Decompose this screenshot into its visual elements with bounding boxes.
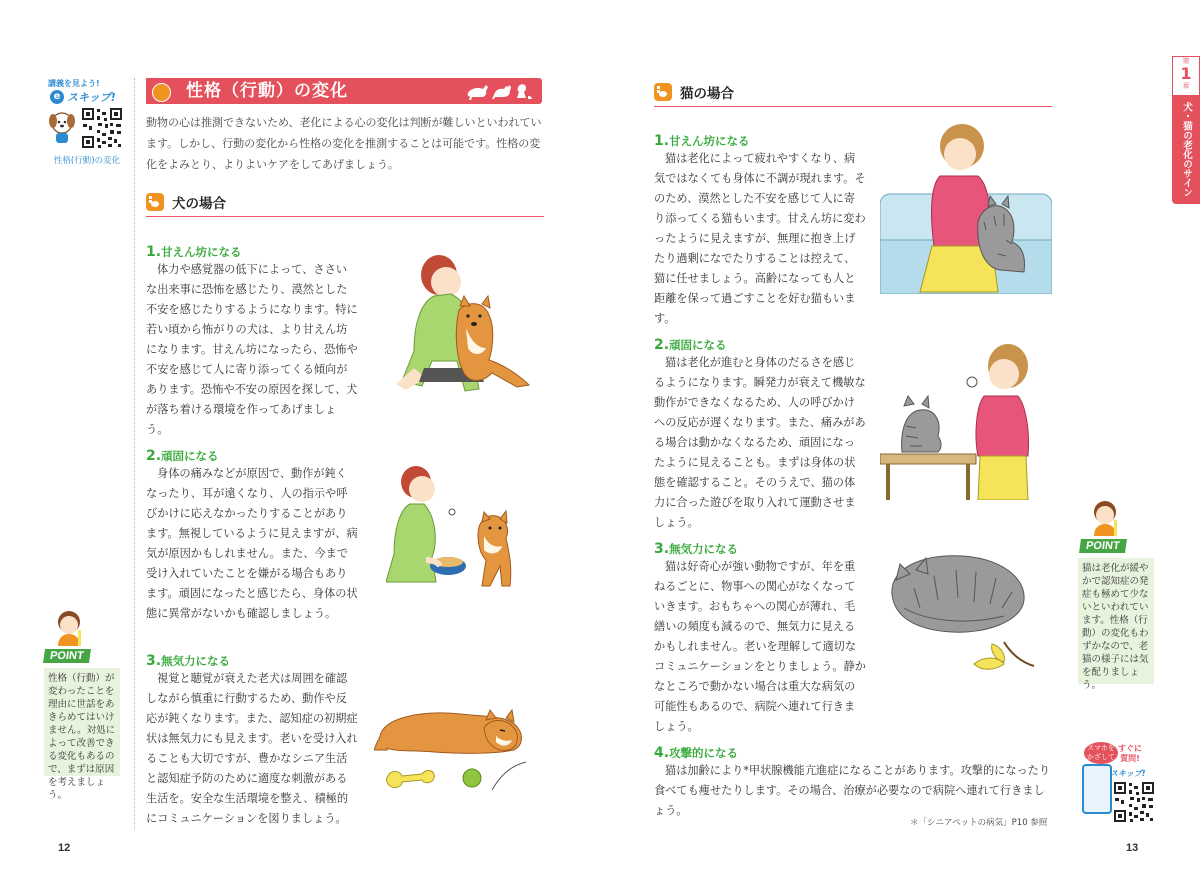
cat-on-table-and-woman-illustration <box>880 336 1052 500</box>
point-mascot-icon <box>52 610 86 650</box>
qr-code[interactable] <box>80 106 124 150</box>
item-number: 2. <box>654 337 670 353</box>
dog-item-2 <box>146 448 358 624</box>
chapter-number: 1 <box>1180 64 1192 83</box>
sumaho-skip: スキップ! <box>1110 769 1146 778</box>
point-mascot-icon <box>1088 500 1122 540</box>
point-label-left: POINT <box>43 649 91 663</box>
item-body: 猫は老化によって疲れやすくなり、病気ではなくても身体に不調が現れます。そのため、漠然とした不安を感じて人に寄り添ってくる猫もいます。甘えん坊に変わったように見えますが、無理に抱き上げたり過剰になでたりすることは控えて、猫に任せましょう。高齢になっても人と距離を保って過ごすことを好む猫もいます。 <box>654 152 866 325</box>
skip-top-label: 講義を見よう! <box>48 79 100 88</box>
item-title: 攻撃的になる <box>669 746 739 760</box>
item-body: 視覚と聴覚が衰えた老犬は周囲を確認しながら慎重に行動するため、動作や反応が鈍くなります。また、認知症の初期症状は無気力にも見えます。老いを受け入れることも大切ですが、豊かなシニア生活と認知症予防のために適度な刺激がある生活を。安全な生活環境を整え、積極的にコミュニケーションを図りましょう。 <box>146 672 358 825</box>
paw-icon <box>146 193 164 211</box>
paw-icon <box>654 83 672 101</box>
item-number: 3. <box>654 541 670 557</box>
phone-icon <box>1082 764 1112 814</box>
skip-tag[interactable] <box>44 78 130 166</box>
curled-cat-and-toy-illustration <box>884 548 1044 698</box>
item-number: 3. <box>146 653 162 669</box>
lying-dog-with-toys-illustration <box>374 700 544 810</box>
cat-item-4 <box>654 745 1054 821</box>
sumaho-line3: すぐに <box>1118 744 1142 753</box>
cat-item-3 <box>654 541 866 737</box>
chapter-tab[interactable] <box>1172 56 1200 204</box>
chapter-unit: 章 <box>1182 82 1190 90</box>
item-title: 無気力になる <box>669 542 739 556</box>
item-title: 無気力になる <box>161 654 231 668</box>
intro-text: 動物の心は推測できないため、老化による心の変化は判断が難しいといわれています。しかし、行動の変化から性格の変化を推測することは可能です。性格の変化をよみとり、よりよいケアをしてあげましょう。 <box>146 116 542 171</box>
item-number: 1. <box>654 133 670 149</box>
cat-item-1 <box>654 133 866 329</box>
skip-label: スキップ! <box>67 91 116 104</box>
item-number: 1. <box>146 244 162 260</box>
point-label-right: POINT <box>1079 539 1127 553</box>
point-box-right: 猫は老化が緩やかで認知症の発症も極めて少ないといわれています。性格（行動）の変化もわずかなので、老猫の様子には気を配りましょう。 <box>1078 558 1154 684</box>
page-number-right: 13 <box>1126 842 1139 854</box>
item-number: 2. <box>146 448 162 464</box>
dog-heading-rule <box>146 216 544 217</box>
pet-silhouettes-icon <box>466 81 538 101</box>
qr-code[interactable] <box>1112 780 1156 824</box>
sumaho-line2: かざして <box>1087 753 1115 761</box>
item-title: 頑固になる <box>161 449 219 463</box>
dog-mascot-icon <box>48 110 76 144</box>
item-body: 猫は老化が進むと身体のだるさを感じるようになります。瞬発力が衰えて機敏な動作ができなくなるため、人の呼びかけへの反応が遅くなります。また、痛みがある場合は動かなくなるため、頑固になったように見えることも。まずは身体の状態を確認すること。そのうえで、猫の体力に合った遊びを取り入れて運動させましょう。 <box>654 356 866 529</box>
dog-item-1 <box>146 244 358 440</box>
cat-item-2 <box>654 337 866 533</box>
skip-caption: 性格(行動)の変化 <box>53 156 121 166</box>
woman-on-sofa-with-cat-illustration <box>880 110 1052 294</box>
title-orange-dot <box>152 83 171 102</box>
dog-heading: 犬の場合 <box>172 196 226 212</box>
cat-heading: 猫の場合 <box>680 86 734 102</box>
item-title: 頑固になる <box>669 338 727 352</box>
dog-item-3 <box>146 653 358 829</box>
item-body: 猫は加齢により*甲状腺機能亢進症になることがあります。攻撃的になったり食べても痩せたりします。その場合、治療が必要なので病院へ連れて行きましょう。 <box>654 764 1051 817</box>
woman-hugging-dog-illustration <box>384 250 534 398</box>
page-title: 性格（行動）の変化 <box>186 81 348 101</box>
e-logo-icon: e <box>50 90 64 104</box>
chapter-title: 犬・猫の老化のサイン <box>1181 102 1192 197</box>
chapter-label: 第 <box>1182 57 1190 65</box>
cat-heading-rule <box>654 106 1052 107</box>
sumaho-line1: スマホを <box>1087 744 1115 752</box>
sidebar-divider <box>134 78 135 830</box>
item-body: 身体の痛みなどが原因で、動作が鈍くなったり、耳が遠くなり、人の指示や呼びかけに応えなかったりすることがあります。無視しているように見えますが、病気が原因かもしれません。また、今まで受け入れていたことを嫌がる場合もあります。頑固になったと感じたら、身体の状態に異常がないかも確認しましょう。 <box>146 467 358 620</box>
item-title: 甘えん坊になる <box>669 134 750 148</box>
footnote: ＊「シニアペットの病気」P10 参照 <box>910 818 1048 828</box>
item-body: 猫は好奇心が強い動物ですが、年を重ねるごとに、物事への関心がなくなっていきます。おもちゃへの関心が薄れ、毛繕いの頻度も減るので、無気力に見えるかもしれません。老いを理解して適切なコミュニケーションをとりましょう。静かなところで動かない場合は重大な病気の可能性もあるので、病院へ連れて行きましょう。 <box>654 560 866 733</box>
item-body: 体力や感覚器の低下によって、ささいな出来事に恐怖を感じたり、漠然とした不安を感じたりするようになります。特に若い頃から怖がりの犬は、より甘えん坊になります。甘えん坊になったら、恐怖や不安を感じて人に寄り添ってくる傾向があります。恐怖や不安の原因を探して、犬が落ち着ける環境を作ってあげましょう。 <box>146 263 358 436</box>
item-number: 4. <box>654 745 670 761</box>
woman-with-bowl-and-dog-illustration <box>386 464 530 592</box>
point-box-left: 性格（行動）が変わったことを理由に世話をあきらめてはいけません。対処によって改善できる変化もあるので、まずは原因を考えましょう。 <box>44 668 120 776</box>
sumaho-line4: 質問! <box>1120 754 1140 763</box>
page-number-left: 12 <box>58 842 71 854</box>
sumaho-tag[interactable] <box>1078 740 1160 836</box>
item-title: 甘えん坊になる <box>161 245 242 259</box>
